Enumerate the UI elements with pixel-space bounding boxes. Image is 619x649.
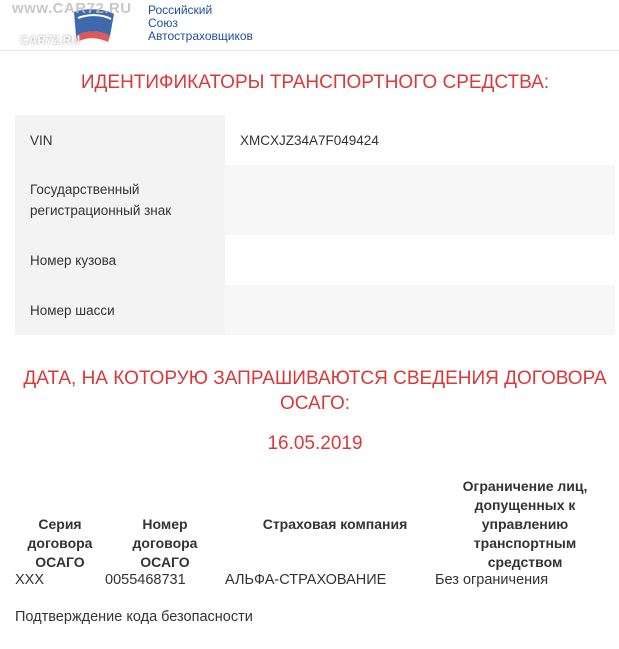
table-row <box>15 115 615 165</box>
insurance-company: АЛЬФА-СТРАХОВАНИЕ <box>225 572 387 588</box>
vehicle-ids-table <box>15 115 615 335</box>
table-row <box>15 165 615 235</box>
query-date-title: ДАТА, НА КОТОРУЮ ЗАПРАШИВАЮТСЯ СВЕДЕНИЯ ДОГОВОРА ОСАГО: <box>23 368 607 414</box>
query-date-value: 16.05.2019 <box>267 433 363 454</box>
header-limit-label: Ограничение лиц, допущенных к управлению транспортным средством <box>462 478 588 570</box>
watermark: www.CAR72.RU <box>12 0 132 17</box>
vehicle-ids-title: ИДЕНТИФИКАТОРЫ ТРАНСПОРТНОГО СРЕДСТВА: <box>80 72 550 93</box>
vin-label: VIN <box>15 115 225 165</box>
header-series <box>15 496 105 572</box>
body-number-value <box>225 235 615 285</box>
table-row <box>15 572 615 592</box>
header-company <box>235 514 435 534</box>
header-number <box>110 496 220 572</box>
table-row <box>15 235 615 285</box>
header-limit <box>445 476 605 572</box>
security-code-label: Подтверждение кода безопасности <box>15 609 253 625</box>
chassis-number-value <box>225 285 615 335</box>
logo-line-2: Союз <box>148 16 178 30</box>
policy-table-header <box>15 476 615 572</box>
reg-plate-label: Государственный регистрационный знак <box>15 165 225 235</box>
policy-series: XXX <box>15 572 45 588</box>
logo-text <box>148 4 253 43</box>
header-company-label: Страховая компания <box>262 516 408 532</box>
watermark-secondary: CAR72.RU <box>20 33 81 47</box>
reg-plate-value <box>225 165 615 235</box>
logo-line-3: Автостраховщиков <box>148 29 253 43</box>
chassis-number-label: Номер шасси <box>15 285 225 335</box>
vin-value: XMCXJZ34A7F049424 <box>240 132 379 148</box>
header-number-label: Номер договора ОСАГО <box>132 516 198 570</box>
table-row <box>15 285 615 335</box>
body-number-label: Номер кузова <box>15 235 225 285</box>
policy-number: 0055468731 <box>105 572 186 588</box>
header <box>0 0 619 51</box>
logo-line-1: Российский <box>148 3 213 17</box>
header-series-label: Серия договора ОСАГО <box>27 516 93 570</box>
driver-limit: Без ограничения <box>435 572 549 588</box>
